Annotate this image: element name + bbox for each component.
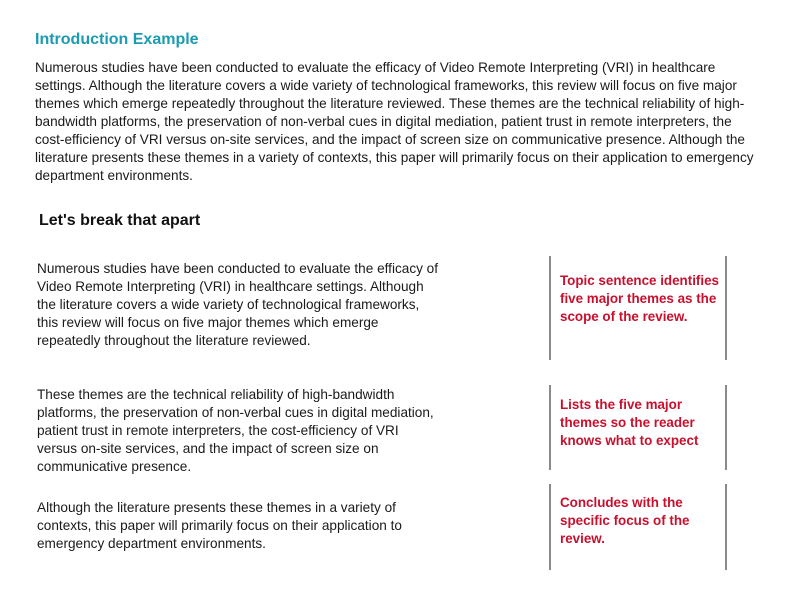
breakdown-heading: Let's break that apart [39, 212, 201, 229]
annotation-text-3: Concludes with the specific focus of the review. [560, 495, 690, 546]
annotation-text-2: Lists the five major themes so the reader knows what to expect [560, 397, 699, 448]
breakdown-text-1: Numerous studies have been conducted to evaluate the efficacy of Video Remote Interpreting (VRI) in healthcare settings. Although the literature covers a wide variety of technological frameworks, this review will focus on five major themes which emerge repeatedly throughout the literature reviewed. [37, 261, 439, 348]
intro-heading: Introduction Example [35, 31, 199, 48]
breakdown-text-2: These themes are the technical reliability of high-bandwidth platforms, the preservation of non-verbal cues in digital mediation, patient trust in remote interpreters, the cost-efficiency of VRI versus on-site services, and the impact of screen size on communicative presence. [37, 387, 434, 474]
annotation-box-1 [549, 256, 727, 360]
breakdown-text-3: Although the literature presents these themes in a variety of contexts, this paper will primarily focus on their application to emergency department environments. [37, 500, 402, 551]
annotation-text-1: Topic sentence identifies five major themes as the scope of the review. [560, 273, 719, 324]
annotation-box-2 [549, 385, 727, 470]
intro-paragraph: Numerous studies have been conducted to evaluate the efficacy of Video Remote Interpreting (VRI) in healthcare settings. Although the literature covers a wide variety of technological frameworks, this review will focus on five major themes which emerge repeatedly throughout the literature reviewed. These themes are the technical reliability of high-bandwidth platforms, the preservation of non-verbal cues in digital mediation, patient trust in remote interpreters, the cost-efficiency of VRI versus on-site services, and the impact of screen size on communicative presence. Although the literature presents these themes in a variety of contexts, this paper will primarily focus on their application to emergency department environments. [35, 60, 754, 183]
annotation-box-3 [549, 484, 727, 570]
